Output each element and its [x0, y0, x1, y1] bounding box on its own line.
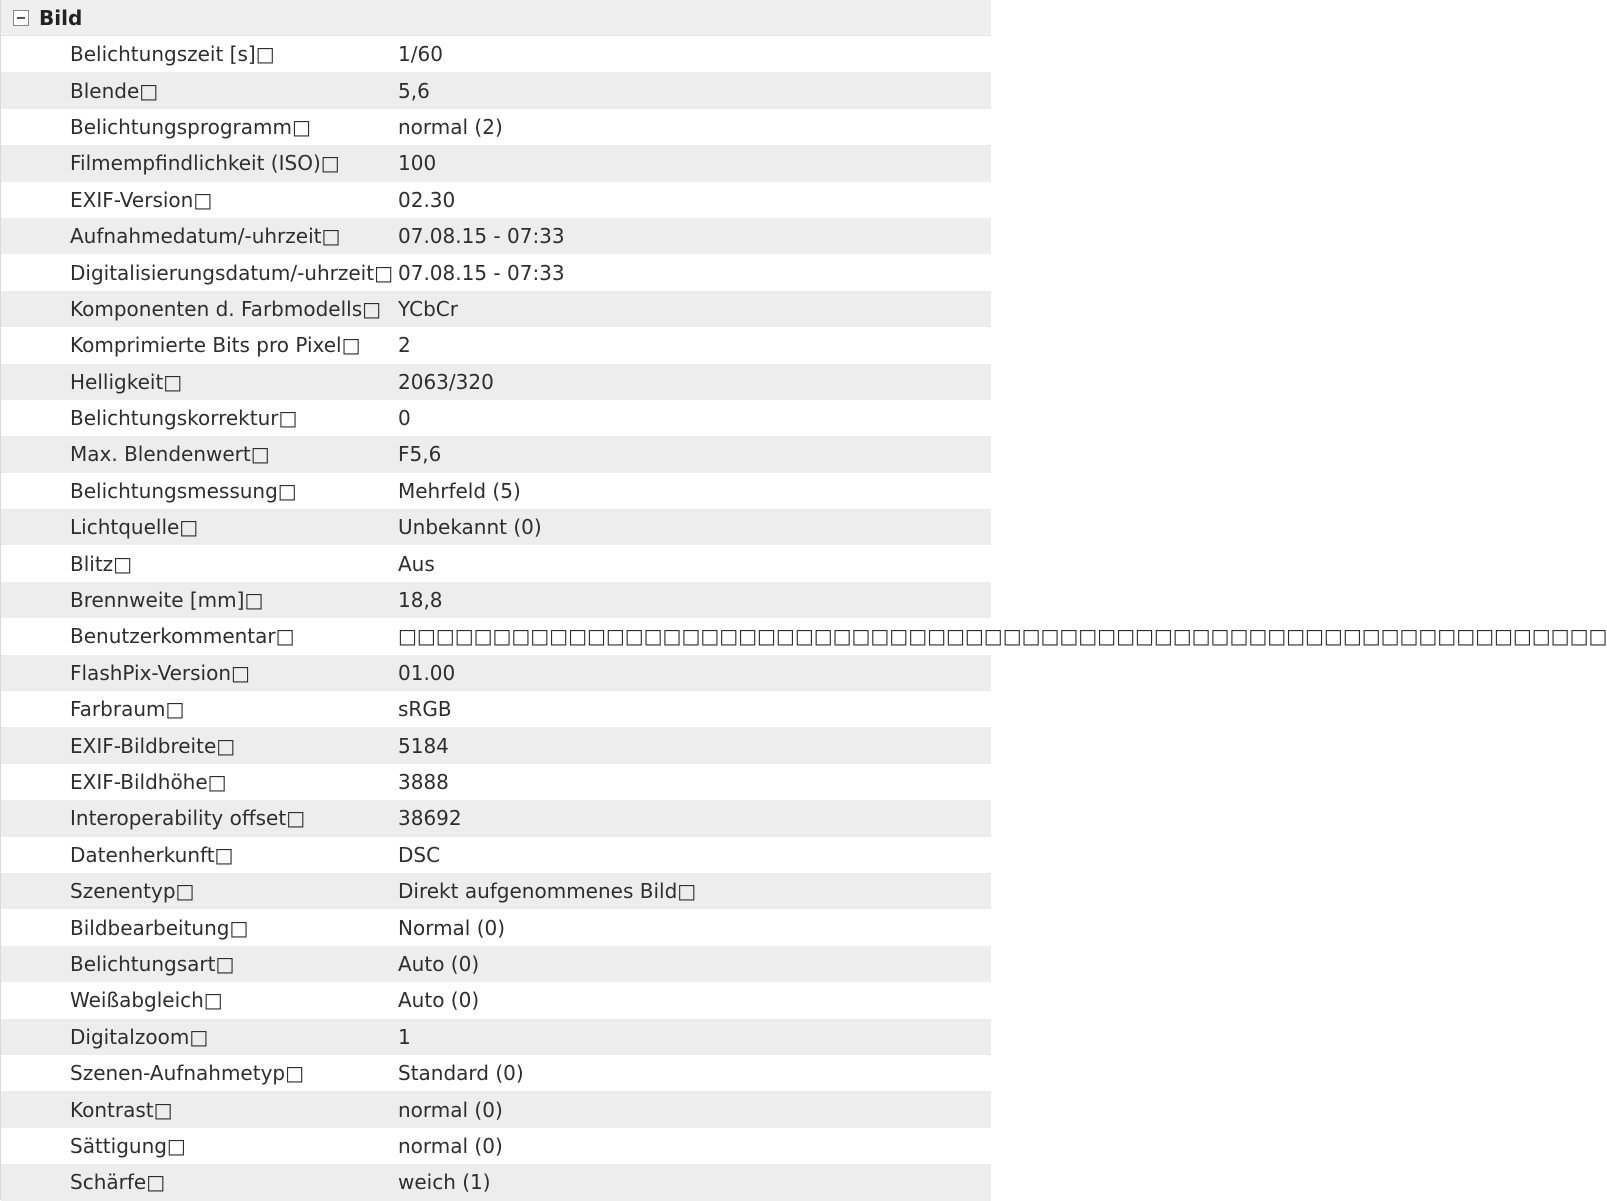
- collapse-toggle-icon[interactable]: [13, 10, 29, 26]
- property-name: Belichtungsprogramm□: [70, 114, 311, 139]
- property-name: Blende□: [70, 78, 159, 103]
- property-name: Sättigung□: [70, 1133, 186, 1158]
- property-value: normal (0): [398, 1097, 503, 1122]
- property-row[interactable]: [1, 1019, 991, 1055]
- property-row[interactable]: [1, 545, 991, 581]
- property-name: Komprimierte Bits pro Pixel□: [70, 333, 361, 358]
- property-name: Szenentyp□: [70, 879, 195, 904]
- property-value: normal (0): [398, 1133, 503, 1158]
- group-header-bild[interactable]: [1, 0, 991, 36]
- property-row[interactable]: [1, 582, 991, 618]
- property-row[interactable]: [1, 327, 991, 363]
- property-row[interactable]: [1, 72, 991, 108]
- property-name: Komponenten d. Farbmodells□: [70, 296, 382, 321]
- property-row[interactable]: [1, 873, 991, 909]
- property-name: EXIF-Bildhöhe□: [70, 770, 227, 794]
- property-name: Lichtquelle□: [70, 515, 199, 540]
- property-row[interactable]: [1, 618, 1607, 654]
- property-value: 38692: [398, 806, 462, 831]
- property-name: Helligkeit□: [70, 369, 183, 394]
- property-value: 5184: [398, 733, 449, 758]
- property-name: Digitalisierungsdatum/-uhrzeit□: [70, 260, 393, 285]
- property-name: Filmempfindlichkeit (ISO)□: [70, 151, 340, 176]
- property-value: 1: [398, 1024, 411, 1049]
- property-value: 100: [398, 151, 437, 176]
- property-name: Digitalzoom□: [70, 1024, 209, 1049]
- property-value: 3888: [398, 770, 449, 794]
- property-row[interactable]: [1, 764, 991, 800]
- property-value: DSC: [398, 842, 441, 867]
- property-value: 02.30: [398, 187, 456, 212]
- property-row[interactable]: [1, 727, 991, 763]
- property-name: EXIF-Version□: [70, 187, 213, 212]
- property-row[interactable]: [1, 909, 991, 945]
- property-value: 5,6: [398, 78, 430, 103]
- property-name: Kontrast□: [70, 1097, 173, 1122]
- property-name: Belichtungsmessung□: [70, 478, 297, 503]
- property-name: FlashPix-Version□: [70, 660, 250, 685]
- property-value: Direkt aufgenommenes Bild□: [398, 879, 697, 904]
- property-row[interactable]: [1, 655, 991, 691]
- property-name: Belichtungskorrektur□: [70, 406, 298, 431]
- property-row[interactable]: [1, 509, 991, 545]
- property-value: 07.08.15 - 07:33: [398, 224, 565, 249]
- property-value: F5,6: [398, 442, 442, 467]
- property-value: Unbekannt (0): [398, 515, 542, 540]
- property-value: 1/60: [398, 42, 443, 67]
- property-row[interactable]: [1, 436, 991, 472]
- property-value: YCbCr: [398, 296, 458, 321]
- property-row[interactable]: [1, 400, 991, 436]
- property-row[interactable]: [1, 1164, 991, 1200]
- property-value: Mehrfeld (5): [398, 478, 521, 503]
- property-row[interactable]: [1, 837, 991, 873]
- property-value: sRGB: [398, 697, 452, 722]
- property-value: 18,8: [398, 588, 443, 613]
- property-row[interactable]: [1, 1091, 991, 1127]
- property-row[interactable]: [1, 1128, 991, 1164]
- property-value: Standard (0): [398, 1061, 524, 1086]
- property-row[interactable]: [1, 145, 991, 181]
- property-row[interactable]: [1, 291, 991, 327]
- property-name: Weißabgleich□: [70, 988, 223, 1013]
- property-name: Aufnahmedatum/-uhrzeit□: [70, 224, 341, 249]
- property-value: 2063/320: [398, 369, 494, 394]
- property-row[interactable]: [1, 109, 991, 145]
- property-name: EXIF-Bildbreite□: [70, 733, 236, 758]
- group-title: Bild: [39, 5, 83, 30]
- property-row[interactable]: [1, 473, 991, 509]
- property-name: Farbraum□: [70, 697, 185, 722]
- property-name: Bildbearbeitung□: [70, 915, 249, 940]
- property-value: Auto (0): [398, 988, 480, 1013]
- property-name: Schärfe□: [70, 1170, 166, 1195]
- property-row[interactable]: [1, 982, 991, 1018]
- property-row[interactable]: [1, 800, 991, 836]
- property-row[interactable]: [1, 182, 991, 218]
- property-name: Belichtungsart□: [70, 951, 235, 976]
- property-name: Max. Blendenwert□: [70, 442, 270, 467]
- property-value: 2: [398, 333, 411, 358]
- property-row[interactable]: [1, 1055, 991, 1091]
- property-name: Brennweite [mm]□: [70, 588, 264, 613]
- property-name: Interoperability offset□: [70, 806, 306, 831]
- property-list: [1, 36, 1607, 1201]
- property-row[interactable]: [1, 946, 991, 982]
- property-row[interactable]: [1, 691, 991, 727]
- property-name: Datenherkunft□: [70, 842, 234, 867]
- property-row[interactable]: [1, 254, 991, 290]
- property-value: Aus: [398, 551, 435, 576]
- property-value: Normal (0): [398, 915, 506, 940]
- property-name: Benutzerkommentar□: [70, 624, 295, 649]
- property-name: Belichtungszeit [s]□: [70, 42, 275, 67]
- property-value: Auto (0): [398, 951, 480, 976]
- property-name: Blitz□: [70, 551, 133, 576]
- property-value: 0: [398, 406, 411, 431]
- property-value: 07.08.15 - 07:33: [398, 260, 565, 285]
- property-row[interactable]: [1, 218, 991, 254]
- property-value: weich (1): [398, 1170, 491, 1195]
- property-row[interactable]: [1, 364, 991, 400]
- property-value: 01.00: [398, 660, 456, 685]
- property-value: □□□□□□□□□□□□□□□□□□□□□□□□□□□□□□□□□□□□□□□□□□□□□□□□□□□□□□□□□□□□□□□□: [398, 624, 1607, 649]
- property-value: normal (2): [398, 114, 503, 139]
- property-name: Szenen-Aufnahmetyp□: [70, 1061, 304, 1086]
- property-row[interactable]: [1, 36, 991, 72]
